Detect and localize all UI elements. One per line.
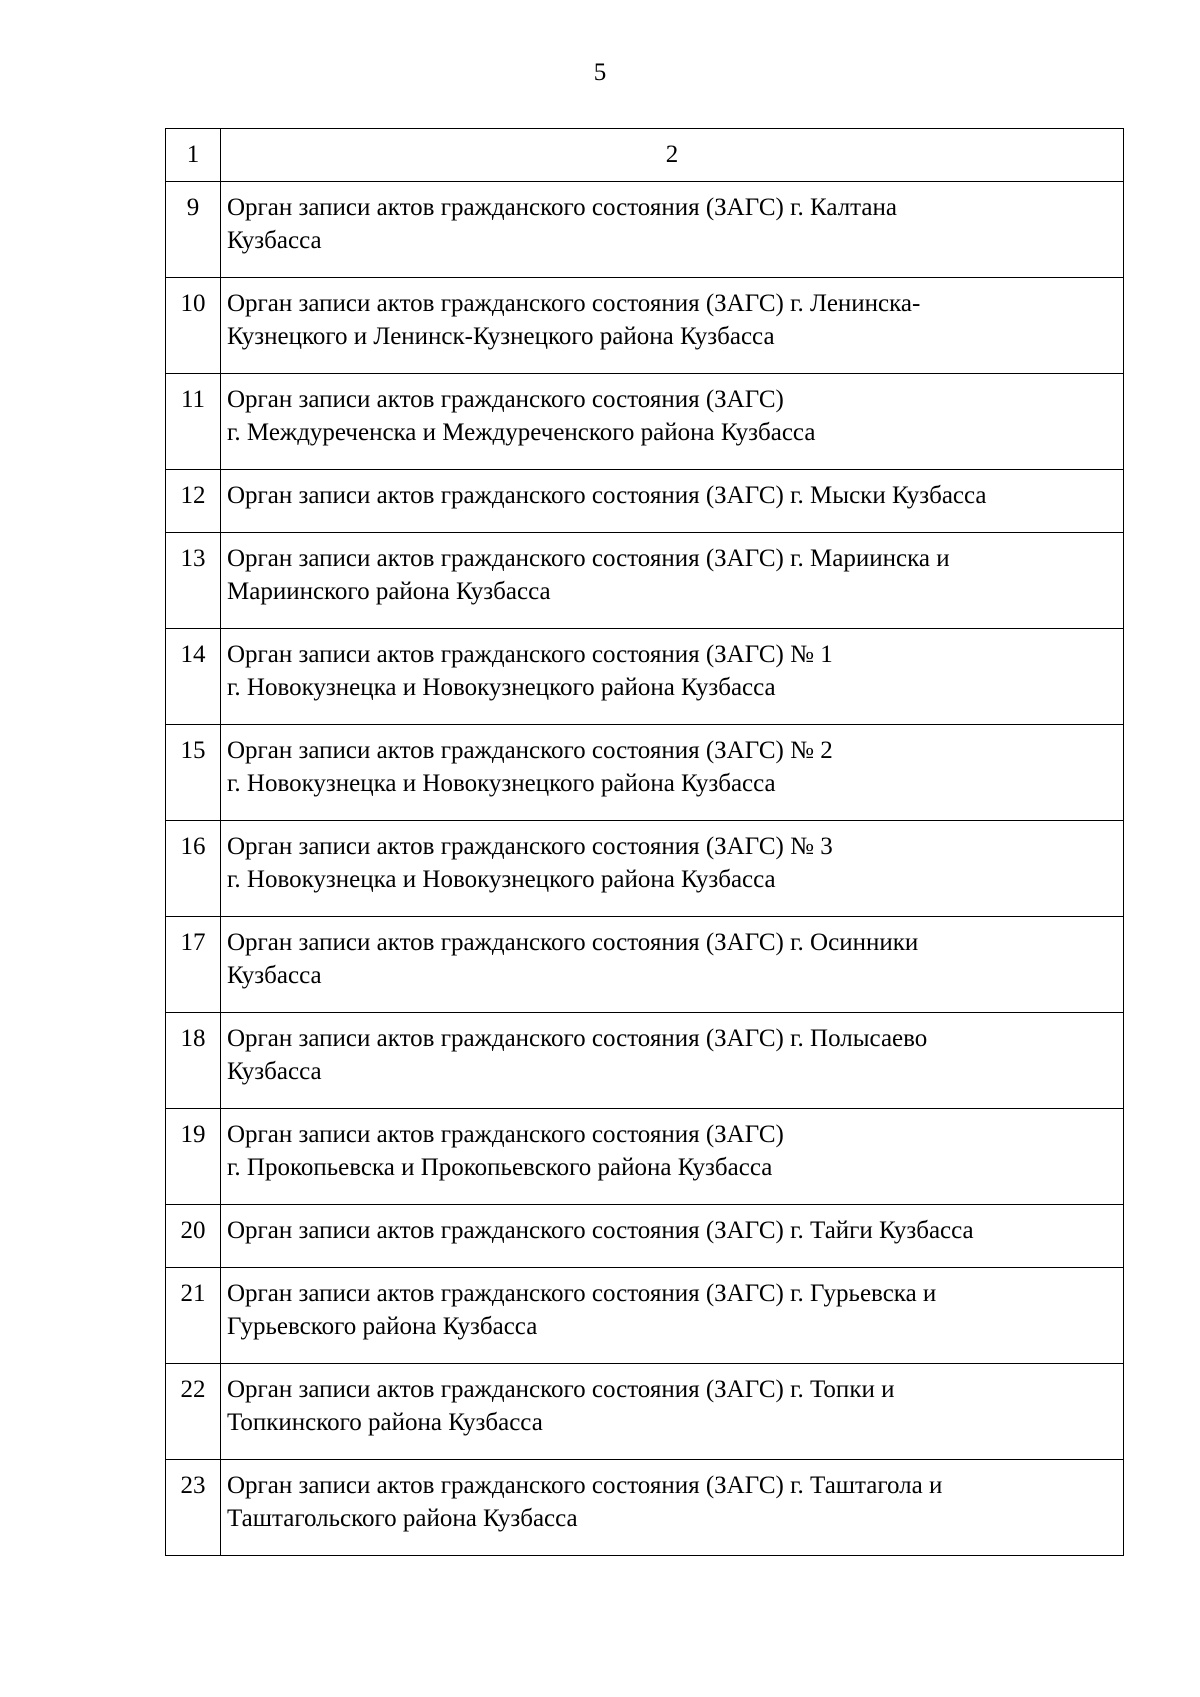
registry-office-name-cell: Орган записи актов гражданского состояния (ЗАГС) г. Гурьевска и Гурьевского района Кузбасса: [221, 1268, 1124, 1364]
table-row: [166, 1205, 1124, 1268]
registry-office-name-cell: Орган записи актов гражданского состояния (ЗАГС) № 3 г. Новокузнецка и Новокузнецкого района Кузбасса: [221, 821, 1124, 917]
table-row: [166, 1109, 1124, 1205]
registry-office-name-cell: Орган записи актов гражданского состояния (ЗАГС) г. Мыски Кузбасса: [221, 470, 1124, 533]
row-number-cell: 11: [166, 374, 221, 470]
header-cell-number: 1: [166, 129, 221, 182]
row-number-cell: 21: [166, 1268, 221, 1364]
row-number-cell: 20: [166, 1205, 221, 1268]
registry-office-name-cell: Орган записи актов гражданского состояния (ЗАГС) г. Калтана Кузбасса: [221, 182, 1124, 278]
page-number: 5: [593, 59, 607, 86]
registry-office-name-cell: Орган записи актов гражданского состояния (ЗАГС) г. Топки и Топкинского района Кузбасса: [221, 1364, 1124, 1460]
row-number-cell: 17: [166, 917, 221, 1013]
registry-office-name-cell: Орган записи актов гражданского состояния (ЗАГС) г. Таштагола и Таштагольского района Кузбасса: [221, 1460, 1124, 1556]
header-cell-name: 2: [221, 129, 1124, 182]
row-number-cell: 12: [166, 470, 221, 533]
registry-office-name-cell: Орган записи актов гражданского состояния (ЗАГС) г. Мариинска и Мариинского района Кузбасса: [221, 533, 1124, 629]
registry-office-name-cell: Орган записи актов гражданского состояния (ЗАГС) г. Ленинска- Кузнецкого и Ленинск-Кузнецкого района Кузбасса: [221, 278, 1124, 374]
registry-office-name-cell: Орган записи актов гражданского состояния (ЗАГС) г. Полысаево Кузбасса: [221, 1013, 1124, 1109]
table-row: [166, 1364, 1124, 1460]
row-number-cell: 19: [166, 1109, 221, 1205]
table-row: [166, 533, 1124, 629]
registry-offices-table: [165, 128, 1124, 1556]
row-number-cell: 18: [166, 1013, 221, 1109]
registry-office-name-cell: Орган записи актов гражданского состояния (ЗАГС) № 2 г. Новокузнецка и Новокузнецкого района Кузбасса: [221, 725, 1124, 821]
row-number-cell: 14: [166, 629, 221, 725]
registry-office-name-cell: Орган записи актов гражданского состояния (ЗАГС) г. Осинники Кузбасса: [221, 917, 1124, 1013]
row-number-cell: 13: [166, 533, 221, 629]
table-row: [166, 725, 1124, 821]
row-number-cell: 15: [166, 725, 221, 821]
table-row: [166, 1013, 1124, 1109]
table-header-row: [166, 129, 1124, 182]
row-number-cell: 22: [166, 1364, 221, 1460]
registry-office-name-cell: Орган записи актов гражданского состояния (ЗАГС) № 1 г. Новокузнецка и Новокузнецкого района Кузбасса: [221, 629, 1124, 725]
table-row: [166, 1268, 1124, 1364]
table-row: [166, 470, 1124, 533]
table-row: [166, 821, 1124, 917]
registry-office-name-cell: Орган записи актов гражданского состояния (ЗАГС) г. Междуреченска и Междуреченского района Кузбасса: [221, 374, 1124, 470]
registry-office-name-cell: Орган записи актов гражданского состояния (ЗАГС) г. Тайги Кузбасса: [221, 1205, 1124, 1268]
table-row: [166, 374, 1124, 470]
table-row: [166, 1460, 1124, 1556]
row-number-cell: 23: [166, 1460, 221, 1556]
row-number-cell: 10: [166, 278, 221, 374]
table-row: [166, 629, 1124, 725]
table-row: [166, 278, 1124, 374]
registry-office-name-cell: Орган записи актов гражданского состояния (ЗАГС) г. Прокопьевска и Прокопьевского района Кузбасса: [221, 1109, 1124, 1205]
table-row: [166, 917, 1124, 1013]
row-number-cell: 9: [166, 182, 221, 278]
row-number-cell: 16: [166, 821, 221, 917]
table-row: [166, 182, 1124, 278]
